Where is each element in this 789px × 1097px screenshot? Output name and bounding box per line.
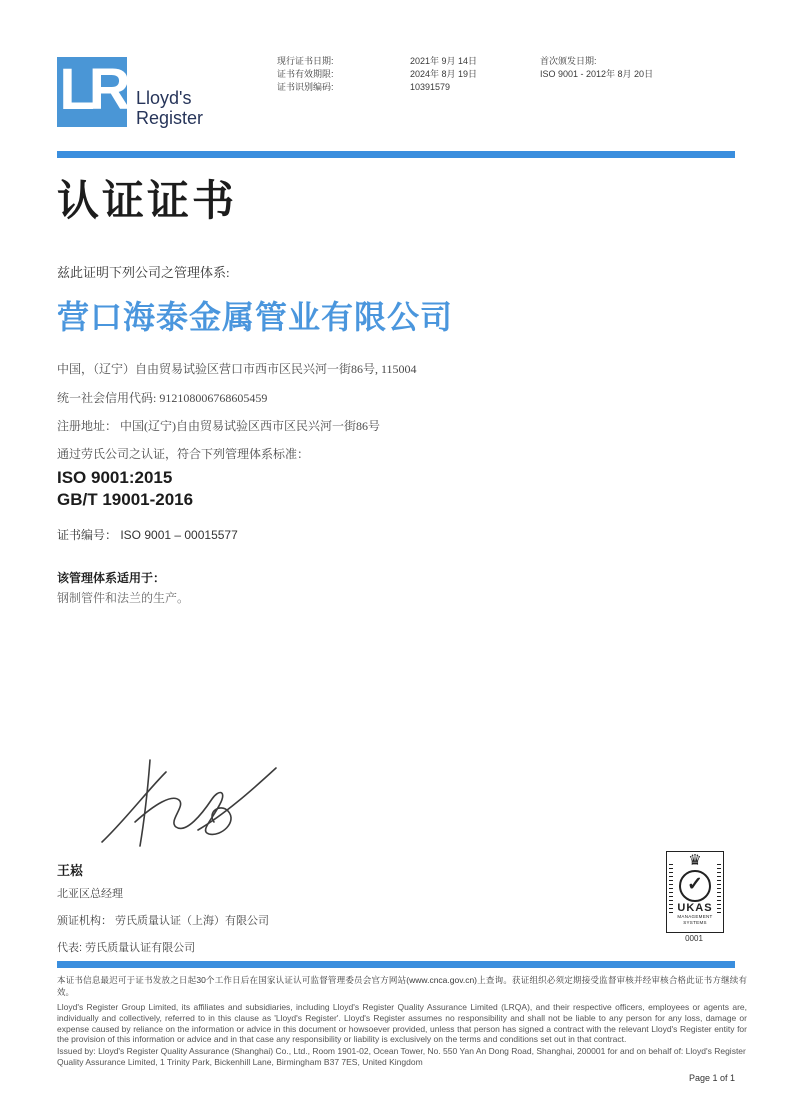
approval-statement: 通过劳氏公司之认证，符合下列管理体系标准： — [57, 447, 310, 461]
scope-text: 钢制管件和法兰的生产。 — [57, 591, 190, 605]
standard-iso9001: ISO 9001:2015 — [57, 468, 173, 487]
issuing-body: 颁证机构： 劳氏质量认证（上海）有限公司 — [57, 915, 270, 927]
scope-label: 该管理体系适用于： — [57, 571, 166, 585]
certificate-meta-labels — [277, 55, 334, 94]
standard-gbt19001: GB/T 19001-2016 — [57, 490, 194, 509]
footer-disclaimer: Lloyd's Register Group Limited, its affiliates and subsidiaries, including Lloyd's Register Quality Assurance Limited (LRQA), and their respective officers, employees or agents are, individually and collectively, referred to in this clause as 'Lloyd's Register'. Lloyd's Register assumes no responsibility and shall not be liable to any person for any loss, damage or expense caused by reliance on the information or advice in this document or howsoever provided, unless that person has signed a contract with the relevant Lloyd's Register entity for the provision of this information or advice and in that case any responsibility or liability is exclusively on the terms and conditions set out in that contract. — [57, 1002, 747, 1045]
unified-credit-code: 统一社会信用代码: 912108006768605459 — [57, 391, 268, 405]
bottom-divider — [57, 961, 735, 968]
company-address: 中国，（辽宁）自由贸易试验区营口市西市区民兴河一街86号, 115004 — [57, 362, 417, 376]
certificate-meta-values — [410, 55, 477, 94]
registered-address: 注册地址： 中国(辽宁)自由贸易试验区西市区民兴河一街86号 — [57, 419, 380, 433]
ukas-ruler-right — [717, 864, 721, 916]
footer-cnca-notice: 本证书信息最迟可于证书发放之日起30个工作日后在国家认证认可监督管理委员会官方网站(www.cnca.gov.cn)上查询。获证组织必须定期接受监督审核并经审核合格此证书方继续有效。 — [57, 975, 747, 997]
footer-issued-by: Issued by: Lloyd's Register Quality Assurance (Shanghai) Co., Ltd., Room 1901-02, Ocean Tower, No. 550 Yan An Dong Road, Shanghai, 200001 for and on behalf of: Lloyd's Register Quality Assurance Limited, 1 Trinity Park, Bickenhill Lane, Birmingham B37 7ES, United Kingdom — [57, 1046, 746, 1067]
expiry-date-value: 2024年 8月 19日 — [410, 69, 478, 79]
lloyds-register-logo-icon: LR — [57, 57, 127, 127]
handwritten-signature — [80, 742, 290, 857]
checkmark-icon: ✓ — [679, 870, 711, 902]
page-number: Page 1 of 1 — [688, 1073, 735, 1083]
top-divider — [57, 151, 735, 158]
crown-icon: ♛ — [688, 852, 702, 869]
company-name: 营口海泰金属管业有限公司 — [57, 299, 454, 335]
first-issue-value: ISO 9001 - 2012年 8月 20日 — [540, 69, 654, 79]
current-issue-date-value: 2021年 9月 14日 — [410, 56, 478, 66]
certificate-id-label: 证书识别编码: — [277, 82, 334, 92]
ukas-number: 0001 — [685, 934, 703, 943]
ukas-subtitle-1: MANAGEMENT — [677, 914, 713, 919]
ukas-subtitle-2: SYSTEMS — [683, 919, 707, 925]
signatory-title: 北亚区总经理 — [57, 888, 123, 900]
first-issue-label: 首次颁发日期: — [540, 56, 597, 66]
brand-line-1: Lloyd's — [136, 88, 192, 108]
current-issue-date-label: 现行证书日期: — [277, 56, 334, 66]
first-issue-block — [540, 55, 653, 81]
expiry-date-label: 证书有效期限: — [277, 69, 334, 79]
lloyds-register-wordmark — [136, 88, 203, 128]
ukas-ruler-left — [669, 864, 673, 916]
signatory-name: 王崧 — [57, 863, 84, 878]
certify-statement: 兹此证明下列公司之管理体系: — [57, 265, 230, 280]
certificate-id-value: 10391579 — [410, 82, 451, 92]
brand-line-2: Register — [136, 108, 204, 128]
ukas-accreditation-mark — [666, 851, 724, 933]
representative-body: 代表: 劳氏质量认证有限公司 — [57, 942, 196, 954]
certificate-number: 证书编号： ISO 9001 – 00015577 — [57, 528, 238, 542]
ukas-word: UKAS — [677, 902, 713, 914]
page-title: 认证证书 — [57, 179, 238, 225]
